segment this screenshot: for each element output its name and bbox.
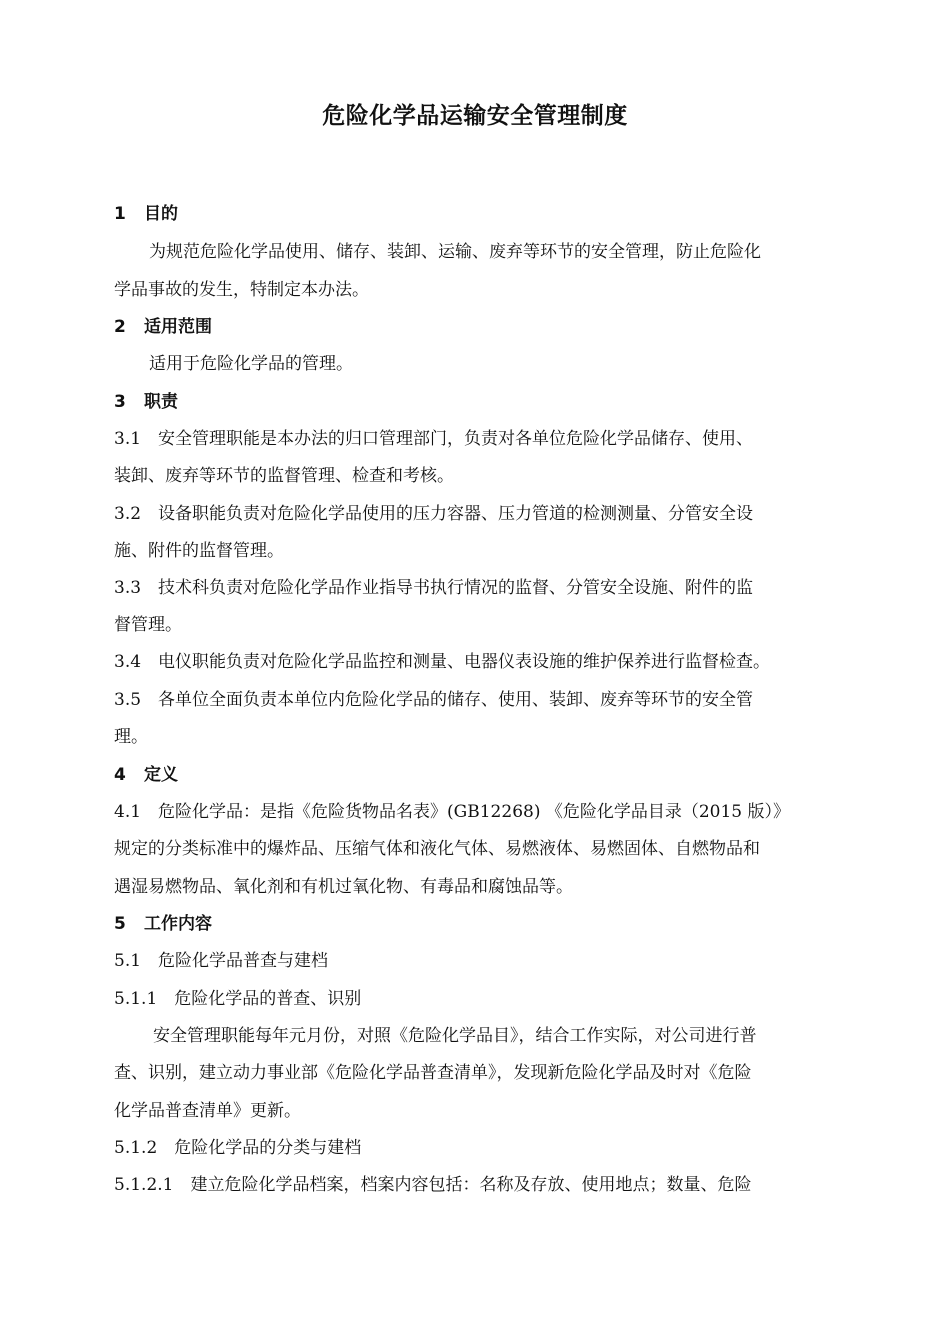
section-heading-2: 2 适用范围: [114, 317, 212, 337]
paragraph-line: 学品事故的发生，特制定本办法。: [114, 280, 369, 300]
paragraph-line: 装卸、废弃等环节的监督管理、检查和考核。: [114, 466, 454, 486]
section-heading-4: 4 定义: [114, 765, 178, 785]
section-heading-3: 3 职责: [114, 392, 178, 412]
paragraph-line: 4.1 危险化学品：是指《危险货物品名表》(GB12268) 《危险化学品目录（2015 版）》: [114, 802, 791, 822]
document-title: 危险化学品运输安全管理制度: [322, 103, 628, 129]
paragraph-line: 遇湿易燃物品、氧化剂和有机过氧化物、有毒品和腐蚀品等。: [114, 877, 573, 897]
paragraph-line: 3.2 设备职能负责对危险化学品使用的压力容器、压力管道的检测测量、分管安全设: [114, 504, 754, 524]
paragraph-line: 查、识别，建立动力事业部《危险化学品普查清单》，发现新危险化学品及时对《危险: [114, 1063, 752, 1083]
paragraph-line: 安全管理职能每年元月份，对照《危险化学品目》，结合工作实际，对公司进行普: [153, 1026, 757, 1046]
section-heading-1: 1 目的: [114, 204, 178, 224]
paragraph-line: 3.4 电仪职能负责对危险化学品监控和测量、电器仪表设施的维护保养进行监督检查。: [114, 652, 771, 672]
paragraph-line: 5.1.2.1 建立危险化学品档案，档案内容包括：名称及存放、使用地点；数量、危险: [114, 1175, 752, 1195]
paragraph-line: 化学品普查清单》更新。: [114, 1101, 301, 1121]
paragraph-line: 5.1.1 危险化学品的普查、识别: [114, 989, 362, 1009]
paragraph-line: 3.1 安全管理职能是本办法的归口管理部门，负责对各单位危险化学品储存、使用、: [114, 429, 754, 449]
paragraph-line: 理。: [114, 727, 148, 747]
paragraph-line: 为规范危险化学品使用、储存、装卸、运输、废弃等环节的安全管理，防止危险化: [149, 242, 761, 262]
paragraph-line: 督管理。: [114, 615, 182, 635]
paragraph-line: 规定的分类标准中的爆炸品、压缩气体和液化气体、易燃液体、易燃固体、自燃物品和: [114, 839, 760, 859]
paragraph-line: 3.3 技术科负责对危险化学品作业指导书执行情况的监督、分管安全设施、附件的监: [114, 578, 754, 598]
paragraph-line: 施、附件的监督管理。: [114, 541, 284, 561]
paragraph-line: 5.1.2 危险化学品的分类与建档: [114, 1138, 362, 1158]
paragraph-line: 3.5 各单位全面负责本单位内危险化学品的储存、使用、装卸、废弃等环节的安全管: [114, 690, 754, 710]
paragraph-line: 适用于危险化学品的管理。: [149, 354, 353, 374]
paragraph-line: 5.1 危险化学品普查与建档: [114, 951, 329, 971]
section-heading-5: 5 工作内容: [114, 914, 212, 934]
